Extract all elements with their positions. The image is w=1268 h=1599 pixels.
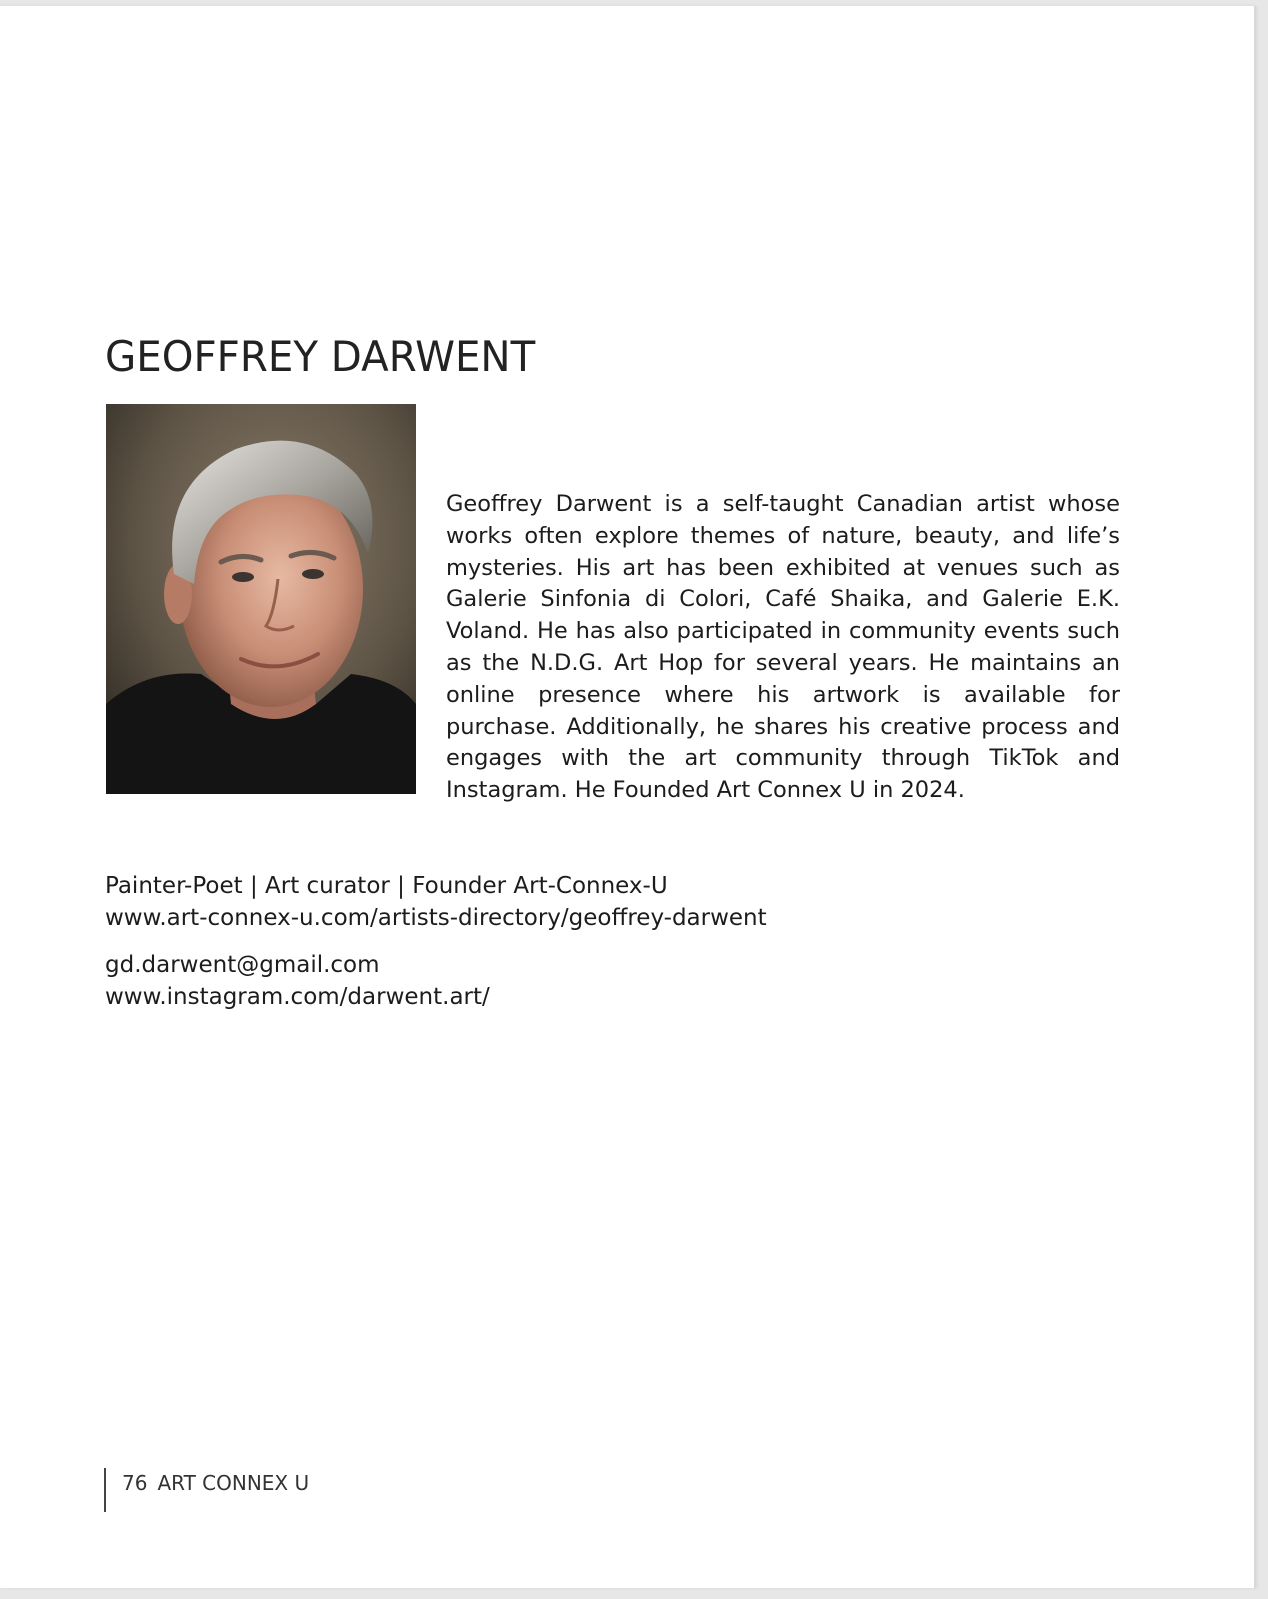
artist-email[interactable]: gd.darwent@gmail.com [105, 952, 380, 978]
artist-contact-block [105, 871, 767, 1013]
portrait-image [106, 404, 416, 794]
publication-name: ART CONNEX U [157, 1471, 310, 1495]
artist-name-title: GEOFFREY DARWENT [105, 332, 536, 381]
artist-portrait [106, 404, 416, 794]
artist-directory-link[interactable]: www.art-connex-u.com/artists-directory/geoffrey-darwent [105, 904, 767, 931]
document-page [0, 6, 1256, 1588]
page-footer [104, 1468, 309, 1512]
artist-roles: Painter-Poet | Art curator | Founder Art-Connex-U [105, 873, 668, 899]
artist-instagram-link[interactable]: www.instagram.com/darwent.art/ [105, 983, 490, 1010]
artist-biography: Geoffrey Darwent is a self-taught Canadian artist whose works often explore themes of nature, beauty, and life’s mysteries. His art has been exhibited at venues such as Galerie Sinfonia di Colori, Café Shaika, and Galerie E.K. Voland. He has also participated in community events such as the N.D.G. Art Hop for several years. He maintains an online presence where his artwork is available for purchase. Additionally, he shares his creative process and engages with the art community through TikTok and Instagram. He Founded Art Connex U in 2024. [446, 491, 1120, 804]
page-number: 76 [122, 1471, 148, 1495]
